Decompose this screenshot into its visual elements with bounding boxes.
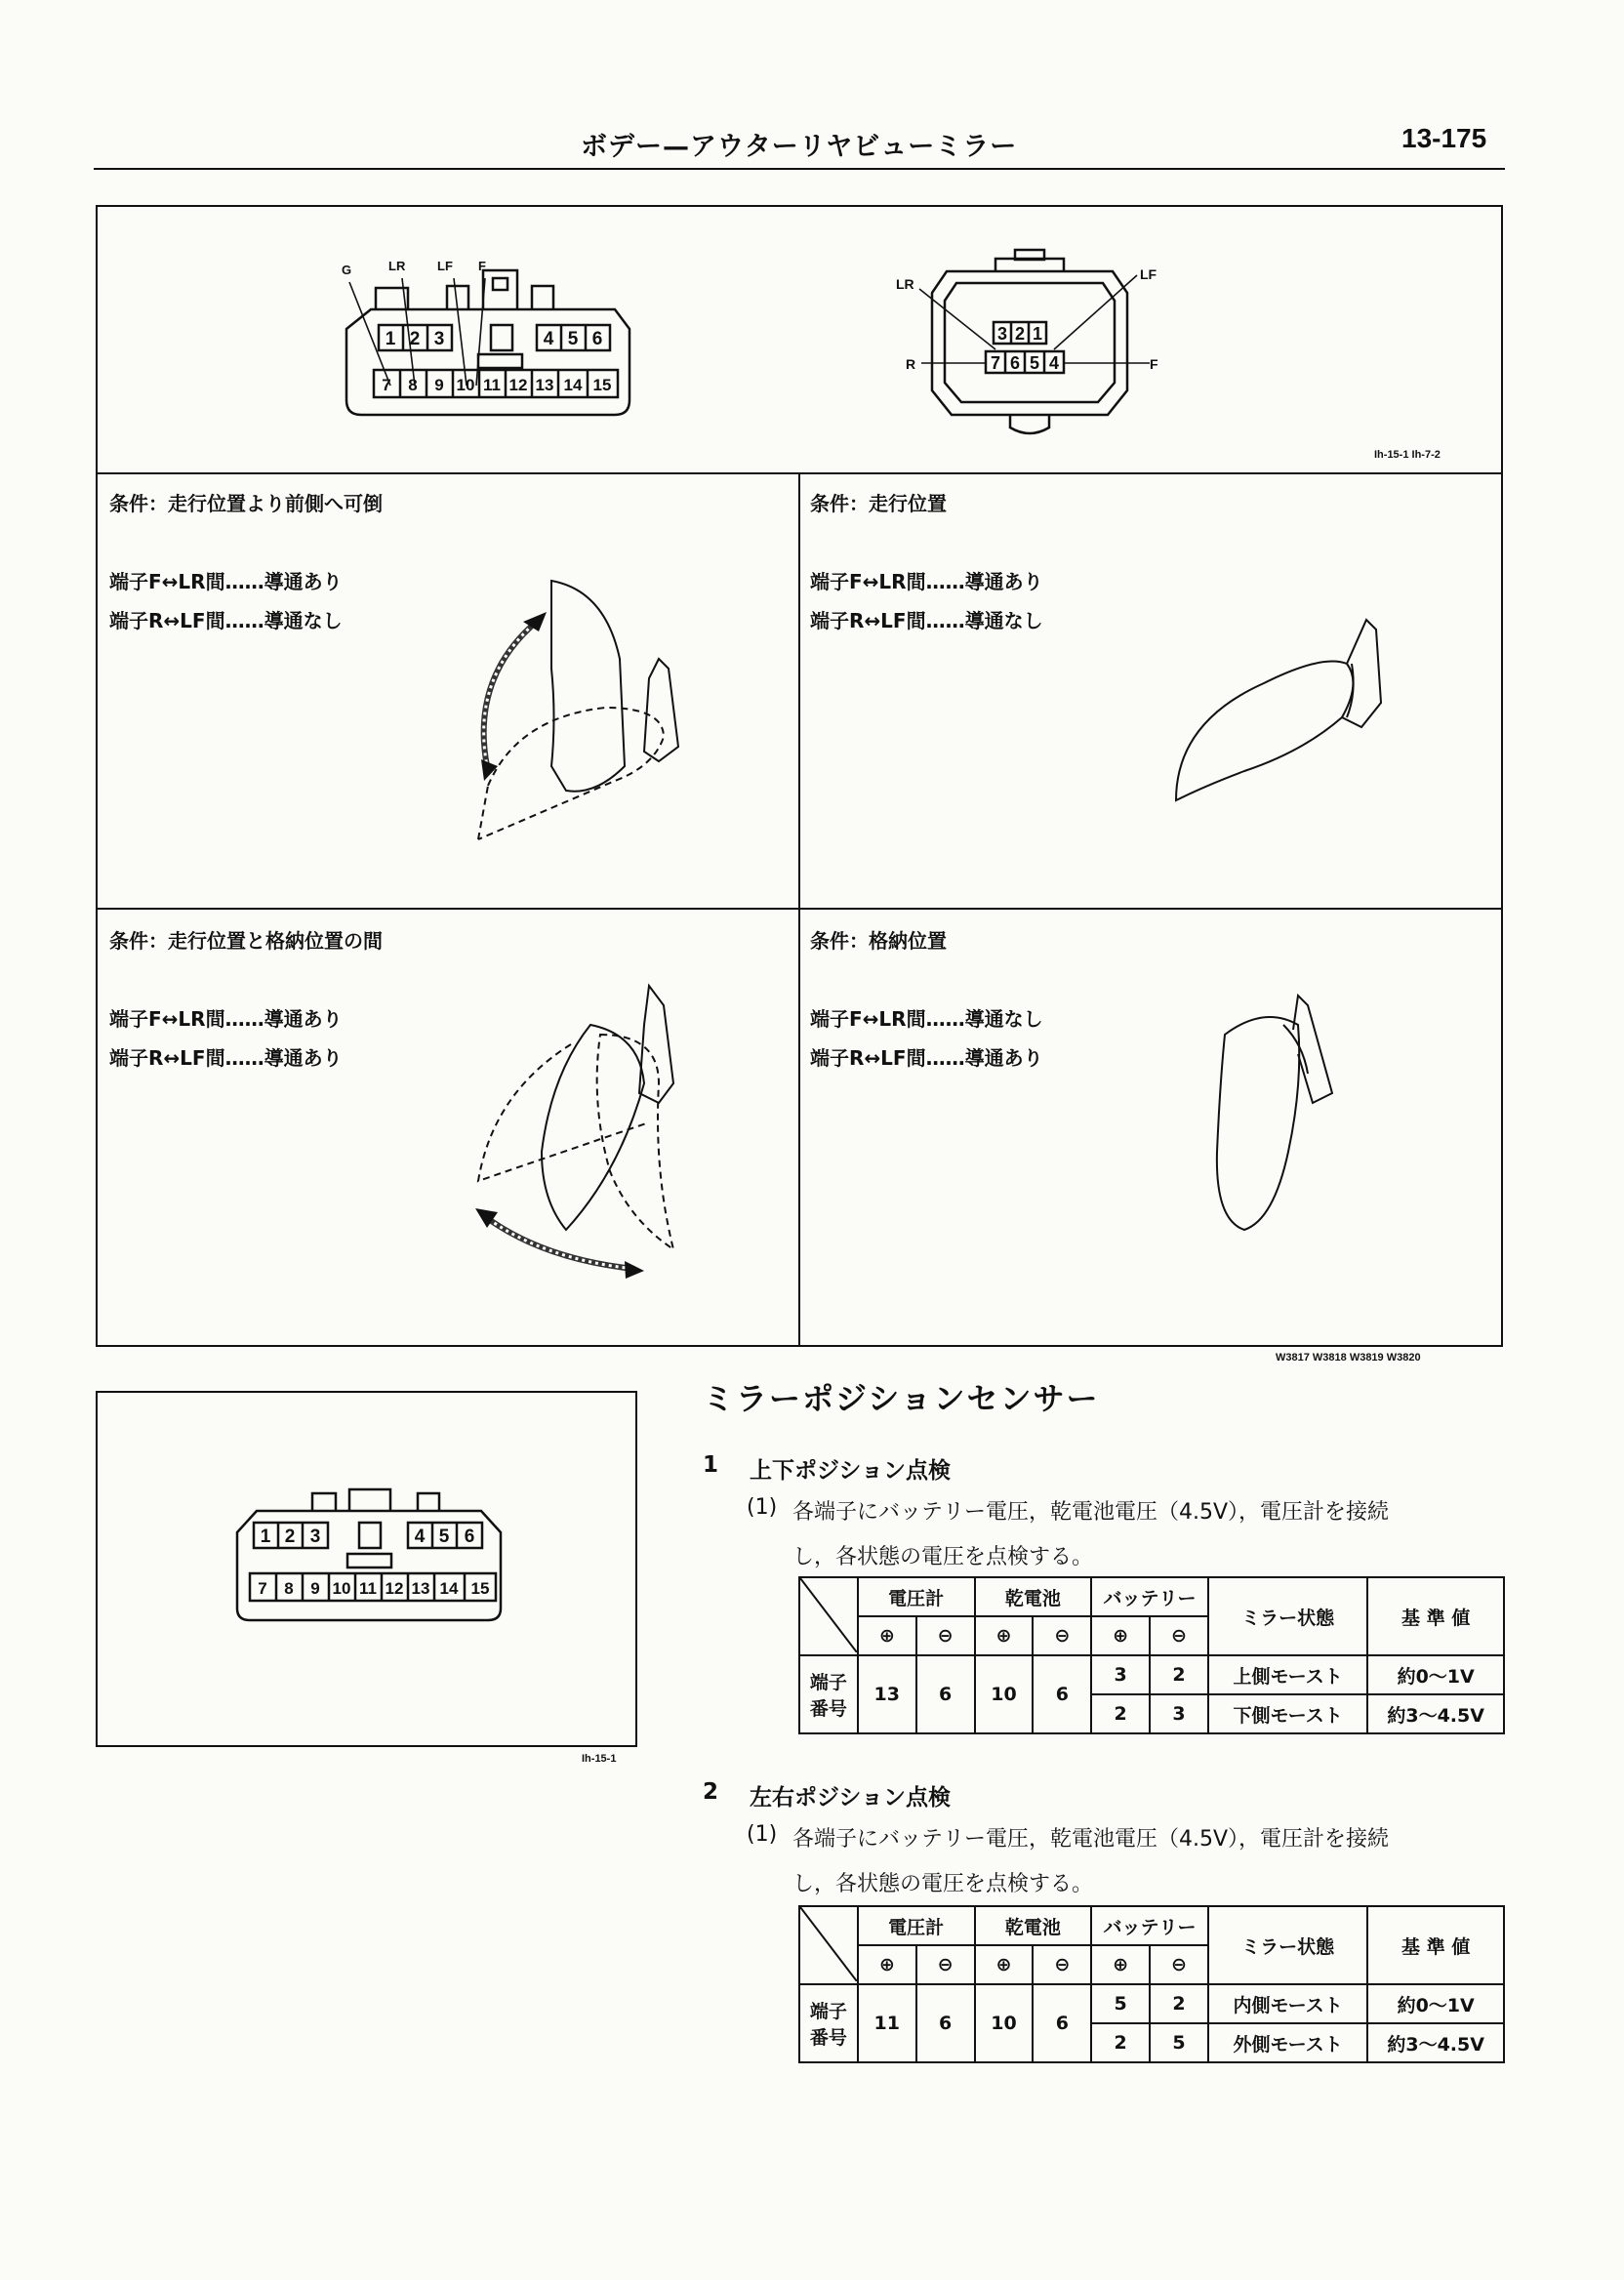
table1-minus-icon: ⊖ xyxy=(916,1616,975,1655)
table2-minus-icon: ⊖ xyxy=(1150,1945,1208,1984)
table1-row2-value: 約3〜4.5V xyxy=(1367,1694,1504,1733)
sensor-pin-1: 1 xyxy=(260,1527,271,1547)
panel-1-line-1: 端子F↔LR間……導通あり xyxy=(109,570,343,593)
sensor-pin-15: 15 xyxy=(470,1579,490,1598)
connector-label-g: G xyxy=(342,263,352,277)
panel-4-condition: 条件：格納位置 xyxy=(810,929,947,953)
pin-14: 14 xyxy=(563,376,583,394)
table2-diagonal xyxy=(800,1907,857,1981)
right-pin-6: 6 xyxy=(1009,353,1021,373)
table1-minus-icon: ⊖ xyxy=(1033,1616,1091,1655)
table2-row2-value: 約3〜4.5V xyxy=(1367,2023,1504,2062)
sub1-step: (1) xyxy=(747,1495,778,1520)
table2-row2-state: 外側モースト xyxy=(1208,2023,1367,2062)
panel-3-line-2: 端子R↔LF間……導通あり xyxy=(109,1046,343,1070)
sensor-pin-11: 11 xyxy=(359,1579,377,1598)
right-pin-2: 2 xyxy=(1014,324,1026,344)
sensor-pin-5: 5 xyxy=(438,1527,450,1547)
table2-plus-icon: ⊕ xyxy=(858,1945,916,1984)
table2-dry-cell-plus: 10 xyxy=(975,1984,1034,2062)
table2-minus-icon: ⊖ xyxy=(916,1945,975,1984)
panel-2-condition: 条件：走行位置 xyxy=(810,492,947,515)
pin-15: 15 xyxy=(592,376,612,394)
table1-row1-battery-plus: 3 xyxy=(1091,1655,1150,1694)
pin-9: 9 xyxy=(434,376,444,394)
table1-voltmeter-plus: 13 xyxy=(858,1655,916,1733)
up-down-voltage-table xyxy=(798,1576,1505,1734)
pin-6: 6 xyxy=(591,329,603,349)
table2-row1-state: 内側モースト xyxy=(1208,1984,1367,2023)
section-title: ミラーポジションセンサー xyxy=(703,1380,1100,1417)
connector-label-f: F xyxy=(478,259,486,273)
table2-row2-battery-minus: 5 xyxy=(1150,2023,1208,2062)
table1-dry-cell-header: 乾電池 xyxy=(975,1577,1092,1616)
table2-battery-header: バッテリー xyxy=(1091,1906,1208,1945)
sensor-pin-13: 13 xyxy=(411,1579,430,1598)
sensor-pin-9: 9 xyxy=(310,1579,320,1598)
right-pin-3: 3 xyxy=(996,324,1008,344)
page-number: 13-175 xyxy=(1401,123,1487,153)
frame-divider-vertical xyxy=(798,472,800,1345)
header-rule xyxy=(94,168,1505,170)
table1-voltmeter-header: 電圧計 xyxy=(858,1577,975,1616)
sub2-text-2: し，各状態の電圧を点検する。 xyxy=(792,1872,1094,1896)
table2-voltmeter-plus: 11 xyxy=(858,1984,916,2062)
sub1-number: 1 xyxy=(703,1452,719,1478)
pin-3: 3 xyxy=(433,329,445,349)
table2-minus-icon: ⊖ xyxy=(1033,1945,1091,1984)
table2-voltmeter-header: 電圧計 xyxy=(858,1906,975,1945)
table2-voltmeter-minus: 6 xyxy=(916,1984,975,2062)
right-pin-5: 5 xyxy=(1029,353,1040,373)
mirror-driving-position-illustration xyxy=(1157,605,1410,820)
sensor-pin-3: 3 xyxy=(309,1527,321,1547)
right-connector-label-lf: LF xyxy=(1140,266,1157,282)
table1-row1-value: 約0〜1V xyxy=(1367,1655,1504,1694)
connector-label-lr: LR xyxy=(388,259,406,273)
sub1-title: 上下ポジション点検 xyxy=(750,1458,951,1484)
sensor-pin-6: 6 xyxy=(464,1527,475,1547)
table1-diagonal xyxy=(800,1578,857,1652)
pin-11: 11 xyxy=(483,376,501,394)
table1-corner-cell xyxy=(799,1577,858,1655)
table2-plus-icon: ⊕ xyxy=(1091,1945,1150,1984)
pin-1: 1 xyxy=(385,329,396,349)
sub2-text-1: 各端子にバッテリー電圧，乾電池電圧（4.5V），電圧計を接続 xyxy=(792,1827,1390,1852)
table2-number-text: 番号 xyxy=(809,2027,847,2049)
page-header-title: ボデー—アウターリヤビューミラー xyxy=(581,132,1018,162)
right-connector-label-lr: LR xyxy=(896,276,914,292)
mirror-intermediate-position-illustration xyxy=(464,976,737,1288)
sensor-pin-7: 7 xyxy=(258,1579,267,1598)
right-pin-4: 4 xyxy=(1048,353,1060,373)
right-connector-label-r: R xyxy=(906,356,916,372)
panel-1-condition: 条件：走行位置より前側へ可倒 xyxy=(109,492,383,515)
pin-4: 4 xyxy=(543,329,554,349)
right-pin-7: 7 xyxy=(990,353,1001,373)
table1-terminal-text: 端子 xyxy=(809,1672,847,1693)
table2-state-header: ミラー状態 xyxy=(1208,1906,1367,1984)
right-pin-1: 1 xyxy=(1032,324,1043,344)
sub2-step: (1) xyxy=(747,1822,778,1847)
panel-3-condition: 条件：走行位置と格納位置の間 xyxy=(109,929,383,953)
table2-row1-battery-plus: 5 xyxy=(1091,1984,1150,2023)
table2-row1-battery-minus: 2 xyxy=(1150,1984,1208,2023)
panel-1-line-2: 端子R↔LF間……導通なし xyxy=(109,609,343,632)
panel-figure-codes: W3817 W3818 W3819 W3820 xyxy=(1276,1352,1421,1364)
pin-5: 5 xyxy=(567,329,579,349)
pin-12: 12 xyxy=(508,376,528,394)
sensor-pin-4: 4 xyxy=(414,1527,426,1547)
panel-3-line-1: 端子F↔LR間……導通あり xyxy=(109,1007,343,1031)
pin-7: 7 xyxy=(382,376,391,394)
table1-plus-icon: ⊕ xyxy=(858,1616,916,1655)
sub2-number: 2 xyxy=(703,1779,719,1805)
sensor-pin-10: 10 xyxy=(332,1579,351,1598)
table1-dry-cell-minus: 6 xyxy=(1033,1655,1091,1733)
table1-minus-icon: ⊖ xyxy=(1150,1616,1208,1655)
table2-standard-header: 基 準 値 xyxy=(1367,1906,1504,1984)
table1-voltmeter-minus: 6 xyxy=(916,1655,975,1733)
table2-row1-value: 約0〜1V xyxy=(1367,1984,1504,2023)
table1-plus-icon: ⊕ xyxy=(1091,1616,1150,1655)
table2-terminal-label xyxy=(799,1984,858,2062)
table1-number-text: 番号 xyxy=(809,1698,847,1720)
sensor-pin-12: 12 xyxy=(385,1579,404,1598)
sensor-pin-2: 2 xyxy=(284,1527,296,1547)
table2-corner-cell xyxy=(799,1906,858,1984)
connector-label-lf: LF xyxy=(437,259,453,273)
table1-terminal-label xyxy=(799,1655,858,1733)
sub1-text-1: 各端子にバッテリー電圧，乾電池電圧（4.5V），電圧計を接続 xyxy=(792,1500,1390,1525)
sub2-title: 左右ポジション点検 xyxy=(750,1785,951,1811)
table1-dry-cell-plus: 10 xyxy=(975,1655,1034,1733)
table1-row2-battery-plus: 2 xyxy=(1091,1694,1150,1733)
table1-row1-battery-minus: 2 xyxy=(1150,1655,1208,1694)
table1-battery-header: バッテリー xyxy=(1091,1577,1208,1616)
table2-plus-icon: ⊕ xyxy=(975,1945,1034,1984)
right-connector-label-f: F xyxy=(1150,356,1158,372)
left-right-voltage-table xyxy=(798,1905,1505,2063)
table1-row2-battery-minus: 3 xyxy=(1150,1694,1208,1733)
mirror-connector-diagram-left xyxy=(332,249,654,444)
sensor-pin-14: 14 xyxy=(439,1579,459,1598)
sensor-connector-code: Ih-15-1 xyxy=(582,1753,617,1765)
position-sensor-connector-diagram xyxy=(223,1484,515,1630)
table2-terminal-text: 端子 xyxy=(809,2001,847,2022)
mirror-connector-diagram-right xyxy=(888,244,1171,449)
mirror-forward-tilt-illustration xyxy=(459,571,722,854)
pin-8: 8 xyxy=(408,376,418,394)
table2-dry-cell-minus: 6 xyxy=(1033,1984,1091,2062)
table1-standard-header: 基 準 値 xyxy=(1367,1577,1504,1655)
table1-row2-state: 下側モースト xyxy=(1208,1694,1367,1733)
mirror-retracted-position-illustration xyxy=(1196,986,1361,1249)
sub1-text-2: し，各状態の電圧を点検する。 xyxy=(792,1545,1094,1569)
connector-figure-code: Ih-15-1 Ih-7-2 xyxy=(1374,449,1441,461)
pin-2: 2 xyxy=(409,329,421,349)
pin-13: 13 xyxy=(535,376,554,394)
panel-2-line-2: 端子R↔LF間……導通なし xyxy=(810,609,1043,632)
pin-10: 10 xyxy=(456,376,475,394)
table1-plus-icon: ⊕ xyxy=(975,1616,1034,1655)
sensor-pin-8: 8 xyxy=(284,1579,294,1598)
panel-2-line-1: 端子F↔LR間……導通あり xyxy=(810,570,1043,593)
panel-4-line-2: 端子R↔LF間……導通あり xyxy=(810,1046,1043,1070)
table1-state-header: ミラー状態 xyxy=(1208,1577,1367,1655)
table2-dry-cell-header: 乾電池 xyxy=(975,1906,1092,1945)
panel-4-line-1: 端子F↔LR間……導通なし xyxy=(810,1007,1043,1031)
table2-row2-battery-plus: 2 xyxy=(1091,2023,1150,2062)
table1-row1-state: 上側モースト xyxy=(1208,1655,1367,1694)
